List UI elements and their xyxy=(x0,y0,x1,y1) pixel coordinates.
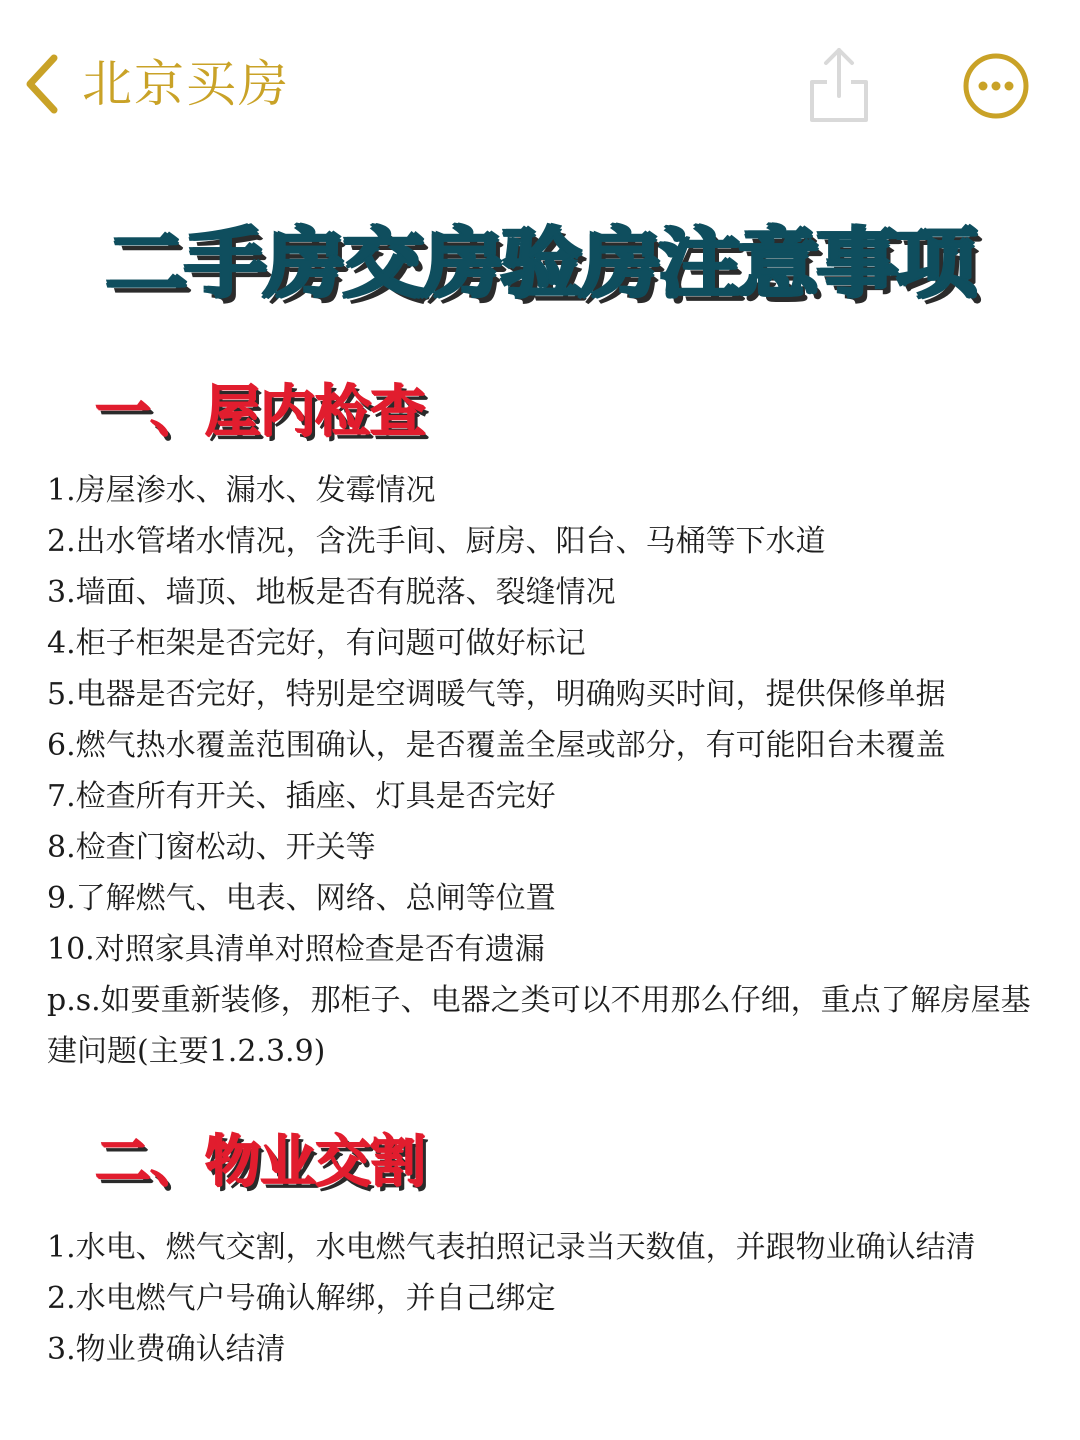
list-item: 1.房屋渗水、漏水、发霉情况 xyxy=(47,473,436,508)
more-options-button[interactable] xyxy=(962,52,1030,120)
section-heading-indoor-inspection: 一、屋内检查 xyxy=(95,380,425,445)
list-item: 7.检查所有开关、插座、灯具是否完好 xyxy=(47,779,556,814)
list-item: 4.柜子柜架是否完好，有问题可做好标记 xyxy=(47,626,586,661)
list-item: 1.水电、燃气交割，水电燃气表拍照记录当天数值，并跟物业确认结清 xyxy=(47,1230,976,1265)
list-item: 8.检查门窗松动、开关等 xyxy=(47,830,376,865)
share-icon xyxy=(808,109,870,128)
list-item: 9.了解燃气、电表、网络、总闸等位置 xyxy=(47,881,556,916)
indoor-inspection-list xyxy=(47,465,1047,975)
chevron-left-icon xyxy=(22,52,62,116)
list-item: 6.燃气热水覆盖范围确认，是否覆盖全屋或部分，有可能阳台未覆盖 xyxy=(47,728,946,763)
page-title: 二手房交房验房注意事项 xyxy=(105,220,975,309)
section-note: p.s.如要重新装修，那柜子、电器之类可以不用那么仔细，重点了解房屋基建问题(主要1.2.3.9) xyxy=(47,983,1031,1069)
list-item: 3.墙面、墙顶、地板是否有脱落、裂缝情况 xyxy=(47,575,616,610)
back-button[interactable] xyxy=(22,52,290,116)
list-item: 10.对照家具清单对照检查是否有遗漏 xyxy=(47,932,545,967)
list-item: 2.出水管堵水情况，含洗手间、厨房、阳台、马桶等下水道 xyxy=(47,524,826,559)
navigation-bar xyxy=(0,0,1080,170)
more-icon xyxy=(962,105,1030,124)
share-button[interactable] xyxy=(808,44,870,124)
list-item: 5.电器是否完好，特别是空调暖气等，明确购买时间，提供保修单据 xyxy=(47,677,946,712)
list-item: 2.水电燃气户号确认解绑，并自己绑定 xyxy=(47,1281,556,1316)
list-item: 3.物业费确认结清 xyxy=(47,1332,286,1367)
property-handover-list xyxy=(47,1222,1047,1375)
back-label: 北京买房 xyxy=(82,55,290,113)
section-heading-property-handover: 二、物业交割 xyxy=(95,1130,425,1195)
